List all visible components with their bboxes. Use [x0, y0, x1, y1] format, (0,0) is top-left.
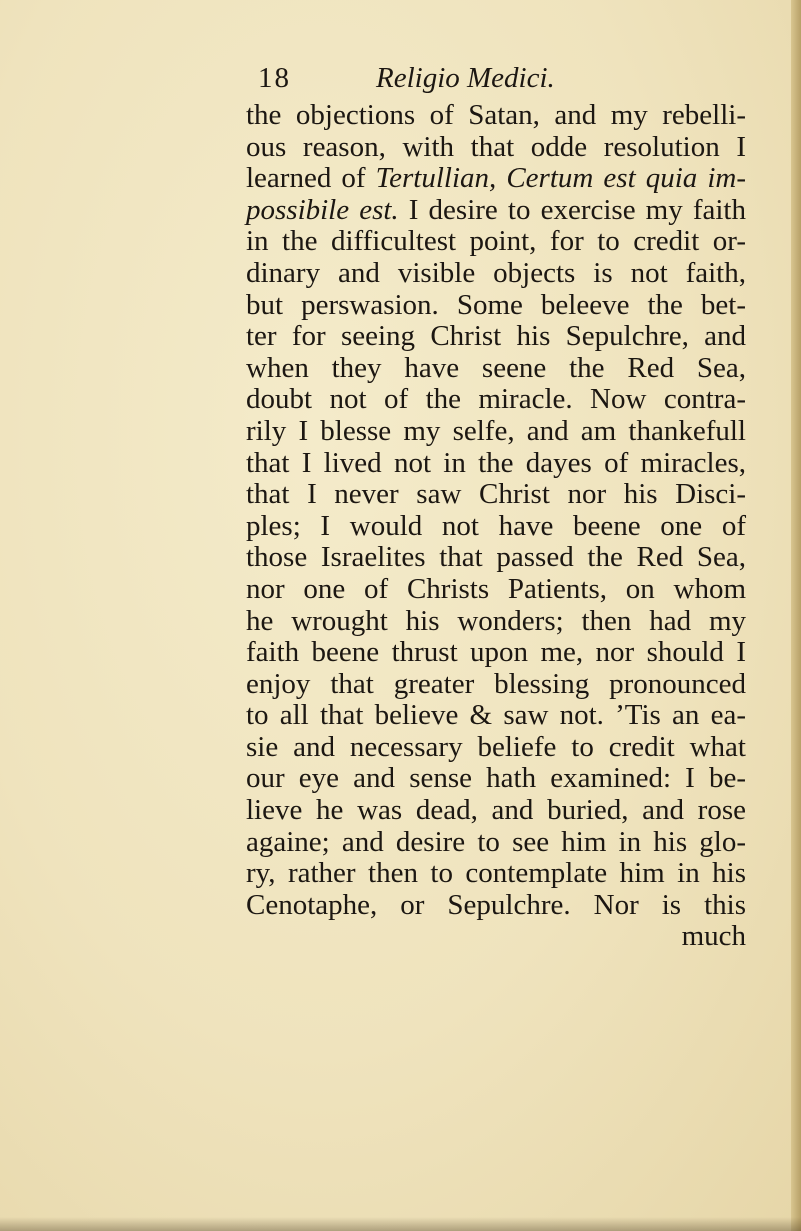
page-edge-shadow [791, 0, 801, 1231]
text-line: our eye and sense hath examined: I be- [246, 762, 746, 795]
text-line: but perswasion. Some beleeve the bet- [246, 288, 746, 321]
text-line: that I lived not in the dayes of miracles, [246, 446, 746, 479]
text-line: nor one of Christs Patients, on whom [246, 572, 746, 605]
latin-quotation-end: possibile est. [246, 193, 399, 226]
text-line: ous reason, with that odde resolution I [246, 130, 746, 163]
body-text [246, 100, 746, 953]
text-line: ry, rather then to contemplate him in his [246, 857, 746, 890]
text-line: he wrought his wonders; then had my [246, 604, 746, 637]
text-line: ples; I would not have beene one of [246, 509, 746, 542]
page-bottom-shadow [0, 1217, 801, 1231]
text-line: in the difficultest point, for to credit or- [246, 225, 746, 258]
text-line: lieve he was dead, and buried, and rose [246, 794, 746, 827]
catchword: much [681, 920, 746, 953]
text-line: to all that believe & saw not. ’Tis an ea- [246, 699, 746, 732]
text-line: Cenotaphe, or Sepulchre. Nor is this [246, 888, 746, 921]
running-title: Religio Medici. [376, 62, 555, 94]
text-line: againe; and desire to see him in his glo- [246, 825, 746, 858]
text-line: those Israelites that passed the Red Sea, [246, 541, 746, 574]
text-line: that I never saw Christ nor his Disci- [246, 478, 746, 511]
text-line: dinary and visible objects is not faith, [246, 256, 746, 289]
text-line: the objections of Satan, and my rebelli- [246, 99, 746, 131]
text-line: faith beene thrust upon me, nor should I [246, 636, 746, 669]
text-line-rest: I desire to exercise my faith [398, 193, 746, 226]
page-number: 18 [258, 62, 291, 94]
text-line: ter for seeing Christ his Sepulchre, and [246, 320, 746, 353]
text-line: when they have seene the Red Sea, [246, 351, 746, 384]
text-line [246, 195, 746, 227]
text-line-prefix: learned of [246, 162, 376, 195]
page-header [258, 62, 558, 102]
text-line: enjoy that greater blessing pronounced [246, 667, 746, 700]
text-line [246, 163, 746, 195]
text-line: doubt not of the miracle. Now contra- [246, 383, 746, 416]
text-line: sie and necessary beliefe to credit what [246, 730, 746, 763]
latin-quotation: Tertullian, Certum est quia im- [375, 162, 746, 195]
text-line: rily I blesse my selfe, and am thankefull [246, 414, 746, 447]
